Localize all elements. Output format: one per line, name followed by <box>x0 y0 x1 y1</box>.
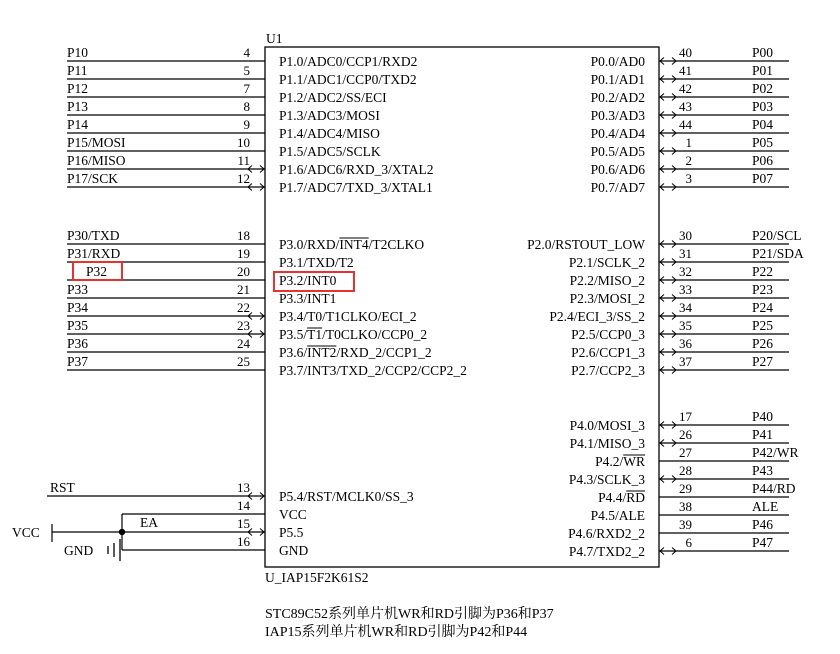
pin-name-p2-3: P2.3/MOSI_2 <box>569 291 645 306</box>
net-label-p33: P33 <box>67 282 89 297</box>
pin-name-p1-7: P1.7/ADC7/TXD_3/XTAL1 <box>279 180 433 195</box>
pin-name-p0-1: P0.1/AD1 <box>590 72 645 87</box>
pin-number-35: 35 <box>679 318 692 333</box>
net-label-p41: P41 <box>752 427 774 442</box>
pin-number-19: 19 <box>237 246 250 261</box>
net-label-p04: P04 <box>752 117 774 132</box>
net-label-p10: P10 <box>67 45 89 60</box>
net-label-p27: P27 <box>752 354 774 369</box>
pin-number-29: 29 <box>679 481 692 496</box>
pin-name-p5-4: P5.4/RST/MCLK0/SS_3 <box>279 489 414 504</box>
net-label-p06: P06 <box>752 153 774 168</box>
net-label-p23: P23 <box>752 282 774 297</box>
pin-number-17: 17 <box>679 409 692 424</box>
pin-number-14: 14 <box>237 498 250 513</box>
pin-name-p4-1: P4.1/MISO_3 <box>569 436 645 451</box>
net-label-p46: P46 <box>752 517 774 532</box>
net-label-p47: P47 <box>752 535 774 550</box>
pin-number-9: 9 <box>243 117 250 132</box>
gnd-label: GND <box>64 543 94 558</box>
pin-number-18: 18 <box>237 228 250 243</box>
pin-name-p4-5: P4.5/ALE <box>590 508 645 523</box>
pin-number-41: 41 <box>679 63 692 78</box>
pin-number-23: 23 <box>237 318 250 333</box>
pin-number-21: 21 <box>237 282 250 297</box>
net-label-p42-wr: P42/WR <box>752 445 799 460</box>
net-label-p02: P02 <box>752 81 774 96</box>
pin-number-39: 39 <box>679 517 692 532</box>
net-label-p40: P40 <box>752 409 774 424</box>
net-label-p12: P12 <box>67 81 89 96</box>
pin-name-p2-6: P2.6/CCP1_3 <box>571 345 645 360</box>
pin-number-11: 11 <box>237 153 250 168</box>
net-label-rst: RST <box>50 480 75 495</box>
pin-number-30: 30 <box>679 228 692 243</box>
note-line-2: IAP15系列单片机WR和RD引脚为P42和P44 <box>265 625 528 640</box>
pin-number-8: 8 <box>243 99 250 114</box>
ea-net-label: EA <box>140 515 158 530</box>
net-label-p31-rxd: P31/RXD <box>67 246 121 261</box>
pin-number-31: 31 <box>679 246 692 261</box>
pin-number-43: 43 <box>679 99 692 114</box>
net-label-p17-sck: P17/SCK <box>67 171 119 186</box>
net-label-ale: ALE <box>752 499 779 514</box>
pin-name-gnd: GND <box>279 543 309 558</box>
pin-name-p4-6: P4.6/RXD2_2 <box>568 526 645 541</box>
pin-number-28: 28 <box>679 463 692 478</box>
pin-name-p2-0: P2.0/RSTOUT_LOW <box>527 237 645 252</box>
pin-number-26: 26 <box>679 427 692 442</box>
pin-number-42: 42 <box>679 81 692 96</box>
net-label-p37: P37 <box>67 354 89 369</box>
pin-number-40: 40 <box>679 45 692 60</box>
pin-number-38: 38 <box>679 499 692 514</box>
net-label-p22: P22 <box>752 264 774 279</box>
net-label-p13: P13 <box>67 99 89 114</box>
pin-number-16: 16 <box>237 534 250 549</box>
pin-number-44: 44 <box>679 117 692 132</box>
pin-number-24: 24 <box>237 336 250 351</box>
pin-number-7: 7 <box>243 81 250 96</box>
pin-number-25: 25 <box>237 354 250 369</box>
pin-name-p3-4: P3.4/T0/T1CLKO/ECI_2 <box>279 309 417 324</box>
pin-number-20: 20 <box>237 264 250 279</box>
pin-number-32: 32 <box>679 264 692 279</box>
pin-number-15: 15 <box>237 516 250 531</box>
pin-name-p0-4: P0.4/AD4 <box>590 126 645 141</box>
pin-name-p2-1: P2.1/SCLK_2 <box>568 255 645 270</box>
pin-number-13: 13 <box>237 480 250 495</box>
net-label-p24: P24 <box>752 300 774 315</box>
pin-name-p2-4: P2.4/ECI_3/SS_2 <box>549 309 645 324</box>
pin-number-34: 34 <box>679 300 692 315</box>
pin-number-1: 1 <box>685 135 692 150</box>
pin-name-p1-6: P1.6/ADC6/RXD_3/XTAL2 <box>279 162 434 177</box>
net-label-p20-scl: P20/SCL <box>752 228 802 243</box>
pin-name-p2-7: P2.7/CCP2_3 <box>571 363 645 378</box>
net-label-p35: P35 <box>67 318 89 333</box>
net-label-p15-mosi: P15/MOSI <box>67 135 126 150</box>
pin-number-5: 5 <box>243 63 250 78</box>
pin-name-p1-2: P1.2/ADC2/SS/ECI <box>279 90 387 105</box>
net-label-p05: P05 <box>752 135 774 150</box>
pin-name-p0-2: P0.2/AD2 <box>590 90 645 105</box>
pin-name-p0-7: P0.7/AD7 <box>590 180 645 195</box>
pin-number-33: 33 <box>679 282 692 297</box>
net-label-p44-rd: P44/RD <box>752 481 796 496</box>
pin-name-p2-2: P2.2/MISO_2 <box>569 273 645 288</box>
pin-number-6: 6 <box>685 535 692 550</box>
pin-number-27: 27 <box>679 445 692 460</box>
vcc-label: VCC <box>12 525 40 540</box>
ground-symbol <box>108 539 120 561</box>
pin-number-37: 37 <box>679 354 692 369</box>
net-label-p00: P00 <box>752 45 774 60</box>
net-label-p30-txd: P30/TXD <box>67 228 120 243</box>
pin-name-p1-3: P1.3/ADC3/MOSI <box>279 108 380 123</box>
pin-name-p3-0: P3.0/RXD/INT4/T2CLKO <box>279 237 425 252</box>
net-label-p14: P14 <box>67 117 89 132</box>
pin-name-p0-6: P0.6/AD6 <box>590 162 645 177</box>
net-label-p25: P25 <box>752 318 774 333</box>
net-label-p32: P32 <box>86 264 108 279</box>
pin-name-p0-0: P0.0/AD0 <box>590 54 645 69</box>
net-label-p21-sda: P21/SDA <box>752 246 804 261</box>
pin-name-p2-5: P2.5/CCP0_3 <box>571 327 645 342</box>
pin-name-vcc: VCC <box>279 507 307 522</box>
pin-name-p4-3: P4.3/SCLK_3 <box>568 472 645 487</box>
pin-name-p0-5: P0.5/AD5 <box>590 144 645 159</box>
net-label-p03: P03 <box>752 99 774 114</box>
pin-name-p1-0: P1.0/ADC0/CCP1/RXD2 <box>279 54 418 69</box>
pin-number-10: 10 <box>237 135 250 150</box>
pin-name-p3-1: P3.1/TXD/T2 <box>279 255 354 270</box>
chip-part-name: U_IAP15F2K61S2 <box>265 570 369 585</box>
pin-number-22: 22 <box>237 300 250 315</box>
pin-name-p4-4: P4.4/RD <box>598 490 645 505</box>
net-label-p43: P43 <box>752 463 774 478</box>
pin-name-p5-5: P5.5 <box>279 525 304 540</box>
net-label-p36: P36 <box>67 336 89 351</box>
pin-name-p1-1: P1.1/ADC1/CCP0/TXD2 <box>279 72 417 87</box>
pin-number-36: 36 <box>679 336 692 351</box>
net-label-p34: P34 <box>67 300 89 315</box>
note-line-1: STC89C52系列单片机WR和RD引脚为P36和P37 <box>265 607 554 622</box>
pin-name-p4-7: P4.7/TXD2_2 <box>568 544 645 559</box>
pin-number-12: 12 <box>237 171 250 186</box>
pin-number-3: 3 <box>685 171 692 186</box>
pin-name-p1-4: P1.4/ADC4/MISO <box>279 126 380 141</box>
pin-name-p3-5: P3.5/T1/T0CLKO/CCP0_2 <box>279 327 428 342</box>
net-label-p01: P01 <box>752 63 774 78</box>
net-label-p16-miso: P16/MISO <box>67 153 126 168</box>
net-label-p11: P11 <box>67 63 88 78</box>
net-label-p26: P26 <box>752 336 774 351</box>
pin-name-p3-7: P3.7/INT3/TXD_2/CCP2/CCP2_2 <box>279 363 467 378</box>
pin-name-p0-3: P0.3/AD3 <box>590 108 645 123</box>
pin-name-p3-6: P3.6/INT2/RXD_2/CCP1_2 <box>279 345 432 360</box>
pin-name-p3-2: P3.2/INT0 <box>279 273 337 288</box>
pin-name-p4-0: P4.0/MOSI_3 <box>569 418 645 433</box>
pin-name-p3-3: P3.3/INT1 <box>279 291 337 306</box>
pin-name-p1-5: P1.5/ADC5/SCLK <box>279 144 381 159</box>
pin-number-2: 2 <box>685 153 692 168</box>
pin-number-4: 4 <box>243 45 250 60</box>
chip-ref: U1 <box>266 31 283 46</box>
net-label-p07: P07 <box>752 171 774 186</box>
pin-name-p4-2: P4.2/WR <box>595 454 645 469</box>
